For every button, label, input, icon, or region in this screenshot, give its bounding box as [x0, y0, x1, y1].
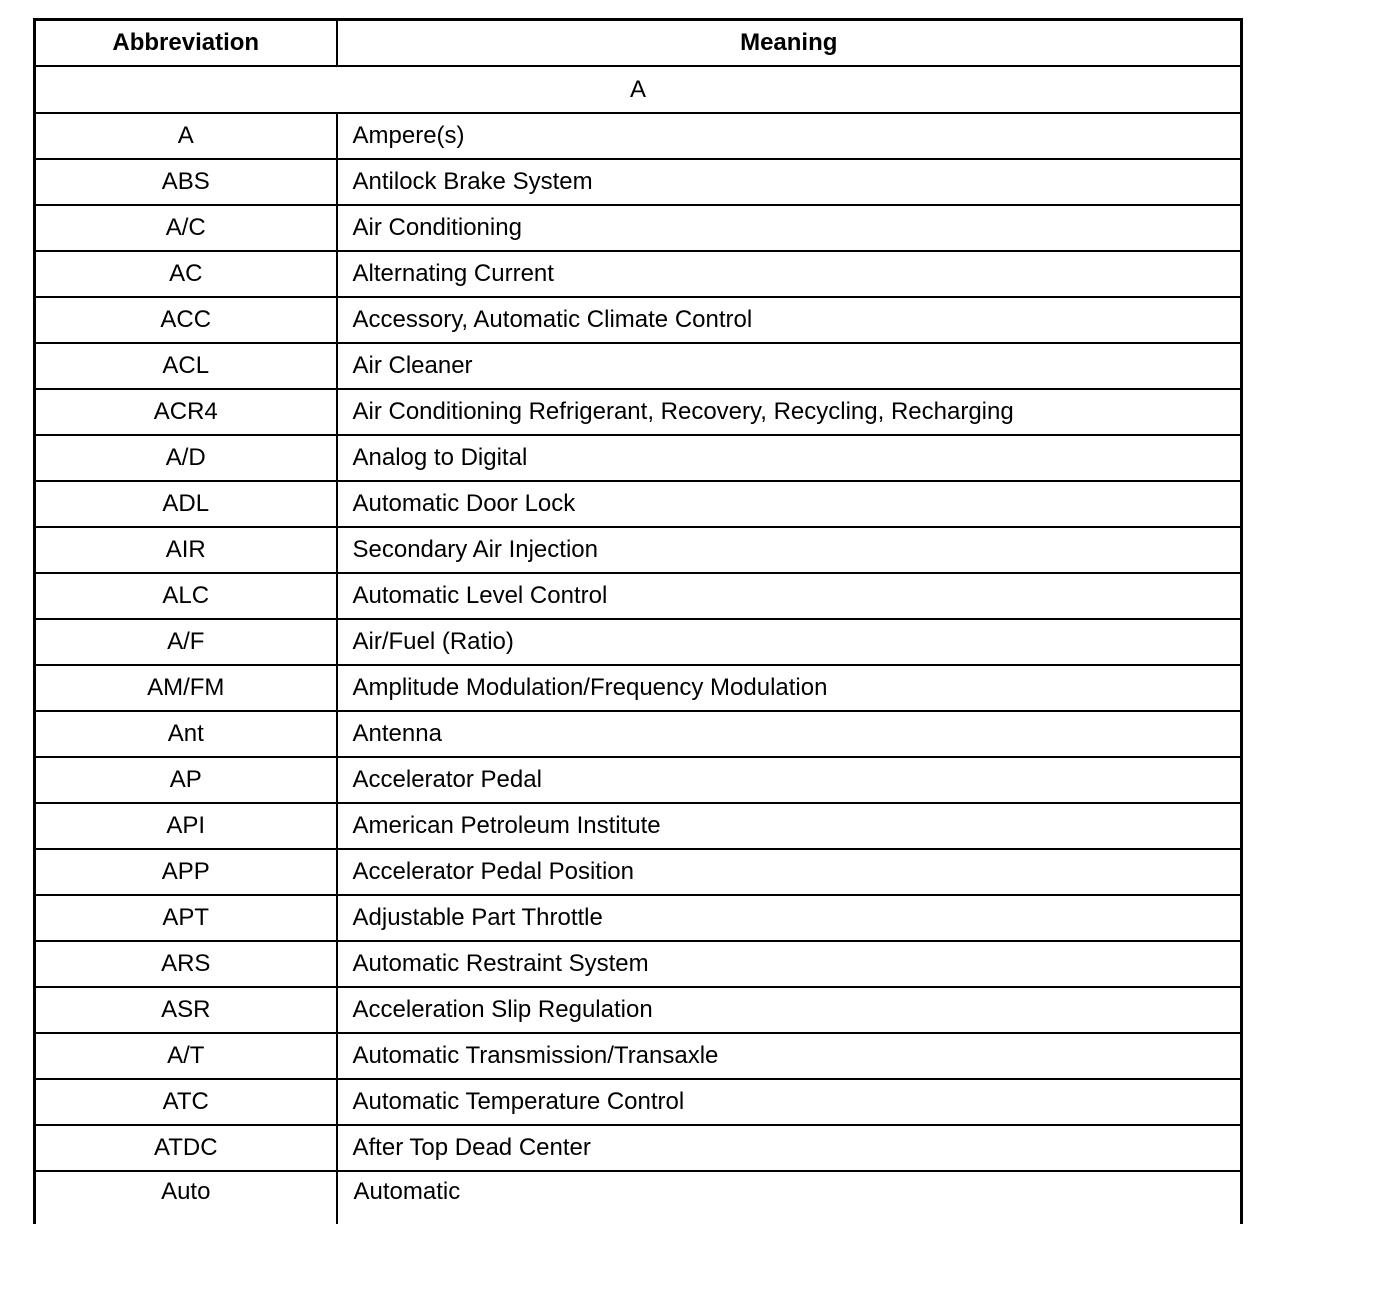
- abbreviation-cell: A: [35, 113, 337, 159]
- table-row: [35, 527, 1242, 573]
- meaning-cell: Analog to Digital: [337, 435, 1242, 481]
- meaning-cell: Antenna: [337, 711, 1242, 757]
- abbreviation-cell: ATDC: [35, 1125, 337, 1171]
- abbreviation-cell: ACL: [35, 343, 337, 389]
- meaning-cell: Air/Fuel (Ratio): [337, 619, 1242, 665]
- table-row: [35, 895, 1242, 941]
- table-row: [35, 619, 1242, 665]
- abbreviation-table: [33, 18, 1243, 1224]
- header-row: [35, 20, 1242, 67]
- meaning-cell: After Top Dead Center: [337, 1125, 1242, 1171]
- abbreviation-cell: APT: [35, 895, 337, 941]
- meaning-cell: Automatic Door Lock: [337, 481, 1242, 527]
- meaning-cell: Air Conditioning: [337, 205, 1242, 251]
- abbreviation-cell: ASR: [35, 987, 337, 1033]
- abbreviation-cell: Auto: [35, 1171, 337, 1224]
- table-row: [35, 343, 1242, 389]
- table-row: [35, 711, 1242, 757]
- table-row: [35, 1079, 1242, 1125]
- abbreviation-cell: ACC: [35, 297, 337, 343]
- meaning-cell: American Petroleum Institute: [337, 803, 1242, 849]
- table-row: [35, 251, 1242, 297]
- meaning-cell: Automatic: [337, 1171, 1242, 1224]
- table-row: [35, 803, 1242, 849]
- abbreviation-cell: API: [35, 803, 337, 849]
- table-row: [35, 1171, 1242, 1224]
- abbreviation-cell: ARS: [35, 941, 337, 987]
- section-label: A: [35, 66, 1242, 113]
- table-row: [35, 113, 1242, 159]
- meaning-cell: Automatic Temperature Control: [337, 1079, 1242, 1125]
- meaning-cell: Automatic Restraint System: [337, 941, 1242, 987]
- abbreviation-cell: ALC: [35, 573, 337, 619]
- abbreviation-cell: Ant: [35, 711, 337, 757]
- meaning-cell: Adjustable Part Throttle: [337, 895, 1242, 941]
- meaning-cell: Alternating Current: [337, 251, 1242, 297]
- abbreviation-column-header: Abbreviation: [35, 20, 337, 67]
- meaning-cell: Air Cleaner: [337, 343, 1242, 389]
- table-row: [35, 757, 1242, 803]
- abbreviation-cell: ATC: [35, 1079, 337, 1125]
- abbreviation-cell: AIR: [35, 527, 337, 573]
- meaning-cell: Accelerator Pedal: [337, 757, 1242, 803]
- table-row: [35, 297, 1242, 343]
- meaning-cell: Accelerator Pedal Position: [337, 849, 1242, 895]
- table-row: [35, 573, 1242, 619]
- abbreviation-cell: A/C: [35, 205, 337, 251]
- table-row: [35, 481, 1242, 527]
- meaning-cell: Amplitude Modulation/Frequency Modulation: [337, 665, 1242, 711]
- abbreviation-cell: ABS: [35, 159, 337, 205]
- meaning-cell: Acceleration Slip Regulation: [337, 987, 1242, 1033]
- meaning-cell: Accessory, Automatic Climate Control: [337, 297, 1242, 343]
- abbreviation-cell: A/D: [35, 435, 337, 481]
- section-row: [35, 66, 1242, 113]
- meaning-column-header: Meaning: [337, 20, 1242, 67]
- abbreviation-cell: A/T: [35, 1033, 337, 1079]
- table-row: [35, 205, 1242, 251]
- table-row: [35, 389, 1242, 435]
- abbreviation-cell: ADL: [35, 481, 337, 527]
- abbreviation-cell: ACR4: [35, 389, 337, 435]
- table-row: [35, 665, 1242, 711]
- meaning-cell: Automatic Level Control: [337, 573, 1242, 619]
- abbreviation-cell: AM/FM: [35, 665, 337, 711]
- table-row: [35, 941, 1242, 987]
- abbreviation-cell: APP: [35, 849, 337, 895]
- abbreviation-cell: AP: [35, 757, 337, 803]
- abbreviation-cell: AC: [35, 251, 337, 297]
- table-row: [35, 1033, 1242, 1079]
- meaning-cell: Ampere(s): [337, 113, 1242, 159]
- table-row: [35, 1125, 1242, 1171]
- table-row: [35, 159, 1242, 205]
- meaning-cell: Antilock Brake System: [337, 159, 1242, 205]
- table-row: [35, 987, 1242, 1033]
- table-row: [35, 849, 1242, 895]
- meaning-cell: Automatic Transmission/Transaxle: [337, 1033, 1242, 1079]
- table-row: [35, 435, 1242, 481]
- meaning-cell: Secondary Air Injection: [337, 527, 1242, 573]
- abbreviation-cell: A/F: [35, 619, 337, 665]
- meaning-cell: Air Conditioning Refrigerant, Recovery, Recycling, Recharging: [337, 389, 1242, 435]
